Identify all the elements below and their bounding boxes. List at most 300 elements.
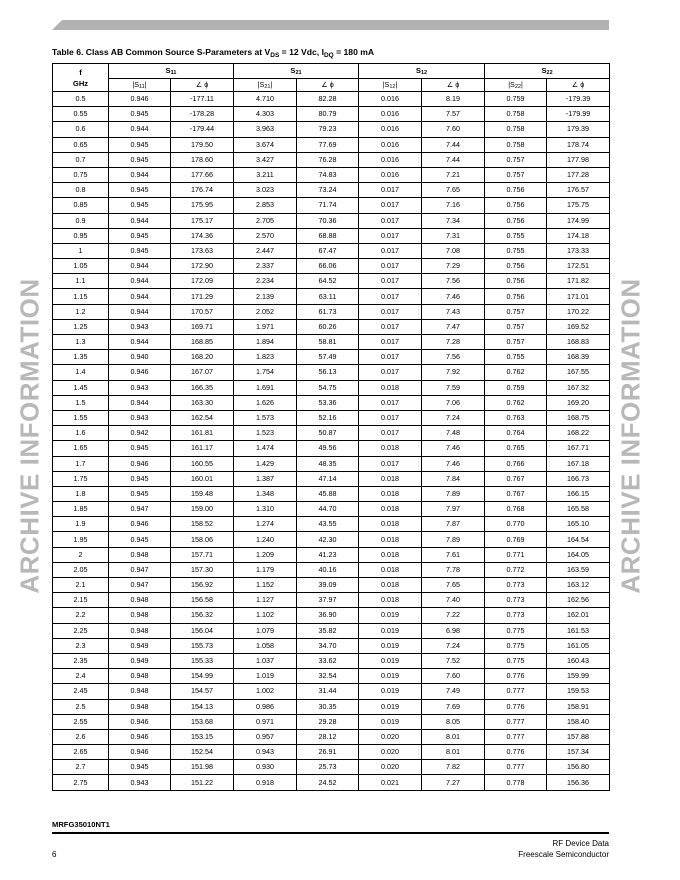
s12-angle-cell: 7.57 [422,107,485,122]
s11-magnitude-cell: 0.945 [109,107,171,122]
s12-magnitude-cell: 0.017 [359,228,422,243]
s11-magnitude-cell: 0.943 [109,775,171,790]
s21-magnitude-cell: 2.447 [234,243,297,258]
s12-magnitude-cell: 0.017 [359,183,422,198]
table-row [53,167,610,182]
s22-magnitude-cell: 0.777 [485,760,547,775]
s12-magnitude-cell: 0.020 [359,729,422,744]
s12-magnitude-cell: 0.018 [359,578,422,593]
frequency-cell: 2.6 [53,729,109,744]
s12-angle-cell: 7.60 [422,122,485,137]
table-row [53,350,610,365]
s12-magnitude-cell: 0.018 [359,562,422,577]
s22-magnitude-cell: 0.756 [485,259,547,274]
s11-angle-cell: 159.48 [171,486,234,501]
s11-magnitude-cell: 0.948 [109,547,171,562]
s22-magnitude-cell: 0.756 [485,183,547,198]
table-row [53,578,610,593]
s22-magnitude-cell: 0.766 [485,456,547,471]
table-row [53,547,610,562]
frequency-cell: 2.5 [53,699,109,714]
table-row [53,304,610,319]
table-row [53,760,610,775]
frequency-cell: 1.7 [53,456,109,471]
s22-magnitude-cell: 0.755 [485,350,547,365]
s22-magnitude-cell: 0.769 [485,532,547,547]
s22-angle-cell: 174.99 [547,213,610,228]
s12-magnitude-cell: 0.016 [359,167,422,182]
s11-magnitude-cell: 0.944 [109,304,171,319]
s21-magnitude-cell: 2.052 [234,304,297,319]
s21-angle-cell: 67.47 [297,243,359,258]
s11-angle-cell: 168.85 [171,335,234,350]
s21-angle-cell: 29.28 [297,714,359,729]
s12-magnitude-cell: 0.017 [359,395,422,410]
s12-angle-cell: 7.40 [422,593,485,608]
s21-angle-cell: 40.16 [297,562,359,577]
table-row [53,137,610,152]
s11-magnitude-cell: 0.945 [109,228,171,243]
s22-angle-cell: 167.32 [547,380,610,395]
frequency-cell: 2.35 [53,653,109,668]
frequency-cell: 1.45 [53,380,109,395]
s21-magnitude-cell: 4.710 [234,92,297,107]
s12-angle-cell: 7.69 [422,699,485,714]
s11-magnitude-cell: 0.948 [109,623,171,638]
s12-angle-cell: 7.61 [422,547,485,562]
s12-magnitude-cell: 0.017 [359,259,422,274]
s11-magnitude-cell: 0.949 [109,638,171,653]
s22-angle-cell: 168.83 [547,335,610,350]
table-row [53,243,610,258]
s21-angle-cell: 39.09 [297,578,359,593]
table-row [53,653,610,668]
table-title: Table 6. Class AB Common Source S-Parameters at $V_{DS} = 12$ Vdc, $I_{DQ} = 180$ mA [52,47,375,59]
table-row [53,608,610,623]
frequency-cell: 1.4 [53,365,109,380]
s21-angle-cell: 74.83 [297,167,359,182]
s12-magnitude-header: $|S_{12}|$ [359,79,422,92]
s12-angle-cell: 7.60 [422,669,485,684]
frequency-cell: 0.85 [53,198,109,213]
s22-magnitude-cell: 0.770 [485,517,547,532]
s12-magnitude-cell: 0.017 [359,213,422,228]
table-row [53,274,610,289]
s21-angle-cell: 41.23 [297,547,359,562]
s22-angle-cell: 169.20 [547,395,610,410]
table-row [53,684,610,699]
table-row [53,562,610,577]
s11-magnitude-cell: 0.945 [109,152,171,167]
s12-magnitude-cell: 0.019 [359,699,422,714]
s22-magnitude-cell: 0.777 [485,684,547,699]
s11-angle-cell: 159.00 [171,502,234,517]
s22-angle-cell: 158.40 [547,714,610,729]
s22-angle-cell: 156.36 [547,775,610,790]
s22-angle-cell: 168.39 [547,350,610,365]
s11-angle-cell: 155.73 [171,638,234,653]
s22-magnitude-cell: 0.757 [485,167,547,182]
s11-angle-cell: 162.54 [171,410,234,425]
frequency-cell: 0.8 [53,183,109,198]
s22-angle-cell: 159.99 [547,669,610,684]
s21-angle-cell: 58.81 [297,335,359,350]
s12-magnitude-cell: 0.017 [359,410,422,425]
s22-magnitude-cell: 0.757 [485,335,547,350]
s11-angle-cell: 176.74 [171,183,234,198]
frequency-cell: 0.7 [53,152,109,167]
s11-angle-cell: 166.35 [171,380,234,395]
table-row [53,532,610,547]
s21-angle-cell: 52.16 [297,410,359,425]
s12-angle-cell: 7.46 [422,441,485,456]
frequency-cell: 1.2 [53,304,109,319]
s22-magnitude-cell: 0.775 [485,623,547,638]
s11-angle-cell: 158.06 [171,532,234,547]
s21-magnitude-cell: 1.626 [234,395,297,410]
s11-magnitude-cell: 0.948 [109,699,171,714]
s11-magnitude-cell: 0.944 [109,289,171,304]
s11-angle-cell: 175.17 [171,213,234,228]
s22-magnitude-cell: 0.756 [485,213,547,228]
frequency-cell: 1.35 [53,350,109,365]
s21-magnitude-cell: 0.943 [234,745,297,760]
s11-magnitude-cell: 0.942 [109,426,171,441]
s12-angle-cell: 7.06 [422,395,485,410]
s11-magnitude-cell: 0.946 [109,714,171,729]
s22-angle-cell: 177.28 [547,167,610,182]
frequency-cell: 2.05 [53,562,109,577]
s22-magnitude-cell: 0.756 [485,289,547,304]
s12-magnitude-cell: 0.017 [359,319,422,334]
s21-magnitude-cell: 1.573 [234,410,297,425]
s21-magnitude-cell: 0.918 [234,775,297,790]
table-row [53,714,610,729]
s22-magnitude-cell: 0.773 [485,593,547,608]
s22-angle-cell: 163.12 [547,578,610,593]
s11-magnitude-cell: 0.943 [109,380,171,395]
s11-magnitude-cell: 0.946 [109,92,171,107]
s22-magnitude-header: $|S_{22}|$ [485,79,547,92]
s22-angle-cell: 168.75 [547,410,610,425]
s21-magnitude-header: $|S_{21}|$ [234,79,297,92]
s12-magnitude-cell: 0.020 [359,760,422,775]
s22-angle-cell: 176.57 [547,183,610,198]
s21-magnitude-cell: 3.427 [234,152,297,167]
s12-magnitude-cell: 0.016 [359,152,422,167]
s22-magnitude-cell: 0.756 [485,198,547,213]
table-row [53,456,610,471]
table-row [53,502,610,517]
s21-magnitude-cell: 2.337 [234,259,297,274]
s12-angle-cell: 7.78 [422,562,485,577]
table-row [53,213,610,228]
s22-magnitude-cell: 0.767 [485,486,547,501]
s12-angle-cell: 7.65 [422,183,485,198]
s21-magnitude-cell: 0.957 [234,729,297,744]
s11-magnitude-cell: 0.945 [109,441,171,456]
table-row [53,380,610,395]
s11-angle-cell: 170.57 [171,304,234,319]
table-row [53,517,610,532]
s11-magnitude-cell: 0.944 [109,259,171,274]
table-row [53,745,610,760]
s11-angle-cell: 174.36 [171,228,234,243]
s21-angle-cell: 35.82 [297,623,359,638]
s12-magnitude-cell: 0.019 [359,684,422,699]
frequency-cell: 1 [53,243,109,258]
s12-angle-cell: 7.22 [422,608,485,623]
frequency-cell: 0.5 [53,92,109,107]
s11-magnitude-cell: 0.943 [109,410,171,425]
s12-angle-cell: 7.89 [422,532,485,547]
s21-magnitude-cell: 0.986 [234,699,297,714]
s22-angle-cell: 161.05 [547,638,610,653]
s22-magnitude-cell: 0.773 [485,608,547,623]
s11-magnitude-cell: 0.945 [109,198,171,213]
header-bar [52,20,609,30]
s12-magnitude-cell: 0.019 [359,608,422,623]
s21-magnitude-cell: 1.179 [234,562,297,577]
s21-angle-cell: 34.70 [297,638,359,653]
s21-magnitude-cell: 2.234 [234,274,297,289]
table-row [53,183,610,198]
table-row [53,729,610,744]
s21-angle-cell: 42.30 [297,532,359,547]
s12-angle-cell: 7.44 [422,137,485,152]
s11-magnitude-cell: 0.947 [109,562,171,577]
s-parameter-table [52,63,610,791]
s22-magnitude-cell: 0.758 [485,122,547,137]
s21-magnitude-cell: 1.274 [234,517,297,532]
s21-angle-cell: 61.73 [297,304,359,319]
s11-magnitude-cell: 0.948 [109,669,171,684]
s12-angle-cell: 6.98 [422,623,485,638]
s11-magnitude-cell: 0.948 [109,608,171,623]
s11-angle-cell: 155.33 [171,653,234,668]
s22-angle-cell: 174.18 [547,228,610,243]
s21-magnitude-cell: 1.429 [234,456,297,471]
s21-magnitude-cell: 1.971 [234,319,297,334]
s12-angle-cell: 7.46 [422,456,485,471]
s12-angle-cell: 7.29 [422,259,485,274]
s12-magnitude-cell: 0.017 [359,243,422,258]
s11-angle-cell: 153.15 [171,729,234,744]
s21-angle-cell: 54.75 [297,380,359,395]
s11-magnitude-cell: 0.944 [109,167,171,182]
frequency-cell: 2.4 [53,669,109,684]
frequency-cell: 1.15 [53,289,109,304]
header-row-columns [53,79,610,92]
s22-angle-cell: 170.22 [547,304,610,319]
s12-magnitude-cell: 0.018 [359,532,422,547]
s21-angle-cell: 48.35 [297,456,359,471]
s22-magnitude-cell: 0.768 [485,502,547,517]
s12-magnitude-cell: 0.018 [359,441,422,456]
s22-angle-cell: 167.55 [547,365,610,380]
s12-magnitude-cell: 0.018 [359,547,422,562]
s11-angle-cell: 154.57 [171,684,234,699]
s21-magnitude-cell: 1.152 [234,578,297,593]
s21-angle-cell: 43.55 [297,517,359,532]
s11-angle-cell: 160.55 [171,456,234,471]
s11-angle-cell: 177.66 [171,167,234,182]
s12-group-header: $S_{12}$ [359,64,485,79]
s12-magnitude-cell: 0.017 [359,365,422,380]
s11-magnitude-cell: 0.946 [109,456,171,471]
footer-divider [52,832,609,834]
s11-angle-cell: 151.22 [171,775,234,790]
frequency-cell: 2.25 [53,623,109,638]
s12-angle-cell: 7.92 [422,365,485,380]
s21-angle-cell: 25.73 [297,760,359,775]
s11-magnitude-cell: 0.946 [109,745,171,760]
s12-magnitude-cell: 0.017 [359,456,422,471]
footer-part-number: MRFG35010NT1 [52,820,110,829]
s22-magnitude-cell: 0.762 [485,365,547,380]
s11-angle-cell: 157.71 [171,547,234,562]
table-row [53,486,610,501]
s12-magnitude-cell: 0.018 [359,380,422,395]
frequency-cell: 0.75 [53,167,109,182]
s11-angle-cell: -178.28 [171,107,234,122]
frequency-cell: 2.75 [53,775,109,790]
s22-magnitude-cell: 0.758 [485,107,547,122]
s12-angle-cell: 7.52 [422,653,485,668]
table-row [53,775,610,790]
frequency-cell: 1.5 [53,395,109,410]
s12-angle-cell: 7.16 [422,198,485,213]
table-row [53,638,610,653]
s22-angle-cell: 167.18 [547,456,610,471]
s22-group-header: $S_{22}$ [485,64,610,79]
s11-angle-cell: 158.52 [171,517,234,532]
s22-angle-cell: 177.98 [547,152,610,167]
s21-magnitude-cell: 2.853 [234,198,297,213]
s11-magnitude-cell: 0.947 [109,578,171,593]
s12-angle-cell: 7.27 [422,775,485,790]
s22-magnitude-cell: 0.765 [485,441,547,456]
frequency-cell: 1.1 [53,274,109,289]
s21-magnitude-cell: 1.102 [234,608,297,623]
table-row [53,395,610,410]
s22-angle-cell: 173.33 [547,243,610,258]
s12-angle-cell: 7.08 [422,243,485,258]
s11-angle-cell: 153.68 [171,714,234,729]
s11-angle-cell: 156.92 [171,578,234,593]
footer-publisher [518,838,609,860]
footer-line-company: Freescale Semiconductor [518,850,609,859]
s22-angle-cell: 157.34 [547,745,610,760]
s12-magnitude-cell: 0.021 [359,775,422,790]
header-row-groups [53,64,610,79]
s12-angle-cell: 8.05 [422,714,485,729]
table-row [53,593,610,608]
s11-angle-cell: 167.07 [171,365,234,380]
s21-angle-cell: 64.52 [297,274,359,289]
table-row [53,152,610,167]
s22-magnitude-cell: 0.757 [485,319,547,334]
s21-angle-cell: 57.49 [297,350,359,365]
s22-angle-cell: 161.53 [547,623,610,638]
s21-magnitude-cell: 1.387 [234,471,297,486]
s12-magnitude-cell: 0.019 [359,653,422,668]
s22-angle-cell: 175.75 [547,198,610,213]
s11-angle-cell: 171.29 [171,289,234,304]
s22-magnitude-cell: 0.776 [485,699,547,714]
s22-angle-cell: 172.51 [547,259,610,274]
table-row [53,107,610,122]
s12-angle-cell: 7.59 [422,380,485,395]
s21-angle-cell: 45.88 [297,486,359,501]
s11-magnitude-cell: 0.944 [109,335,171,350]
s11-magnitude-cell: 0.948 [109,684,171,699]
s22-magnitude-cell: 0.763 [485,410,547,425]
s11-angle-cell: 161.81 [171,426,234,441]
s21-magnitude-cell: 1.019 [234,669,297,684]
table-row [53,335,610,350]
s11-angle-cell: 173.63 [171,243,234,258]
frequency-header: f GHz [53,64,109,92]
s22-magnitude-cell: 0.771 [485,547,547,562]
s21-magnitude-cell: 2.570 [234,228,297,243]
frequency-cell: 1.85 [53,502,109,517]
s21-magnitude-cell: 1.079 [234,623,297,638]
s12-magnitude-cell: 0.018 [359,471,422,486]
table-row [53,319,610,334]
s12-magnitude-cell: 0.016 [359,92,422,107]
s21-magnitude-cell: 1.240 [234,532,297,547]
s21-magnitude-cell: 1.209 [234,547,297,562]
s11-angle-cell: 154.13 [171,699,234,714]
s11-magnitude-header: $|S_{11}|$ [109,79,171,92]
s21-magnitude-cell: 3.963 [234,122,297,137]
frequency-cell: 2.65 [53,745,109,760]
s22-magnitude-cell: 0.775 [485,638,547,653]
s22-magnitude-cell: 0.772 [485,562,547,577]
s12-angle-cell: 7.48 [422,426,485,441]
s11-magnitude-cell: 0.944 [109,395,171,410]
frequency-cell: 1.65 [53,441,109,456]
s21-angle-cell: 32.54 [297,669,359,684]
s12-magnitude-cell: 0.017 [359,274,422,289]
s22-magnitude-cell: 0.767 [485,471,547,486]
s21-magnitude-cell: 1.894 [234,335,297,350]
s12-angle-header: ∠ ϕ [422,79,485,92]
table-row [53,471,610,486]
s11-magnitude-cell: 0.949 [109,653,171,668]
s22-angle-cell: 164.54 [547,532,610,547]
s12-magnitude-cell: 0.018 [359,517,422,532]
table-row [53,259,610,274]
s22-angle-cell: 168.22 [547,426,610,441]
s11-angle-cell: 178.60 [171,152,234,167]
s22-magnitude-cell: 0.759 [485,92,547,107]
s22-magnitude-cell: 0.764 [485,426,547,441]
s21-magnitude-cell: 1.348 [234,486,297,501]
table-row [53,623,610,638]
s11-magnitude-cell: 0.946 [109,365,171,380]
page-number: 6 [52,850,57,859]
s11-magnitude-cell: 0.943 [109,319,171,334]
s11-angle-cell: 172.90 [171,259,234,274]
s12-magnitude-cell: 0.017 [359,198,422,213]
s12-magnitude-cell: 0.019 [359,669,422,684]
s22-angle-cell: 159.53 [547,684,610,699]
s11-angle-cell: 175.95 [171,198,234,213]
s21-magnitude-cell: 1.523 [234,426,297,441]
frequency-cell: 2.7 [53,760,109,775]
